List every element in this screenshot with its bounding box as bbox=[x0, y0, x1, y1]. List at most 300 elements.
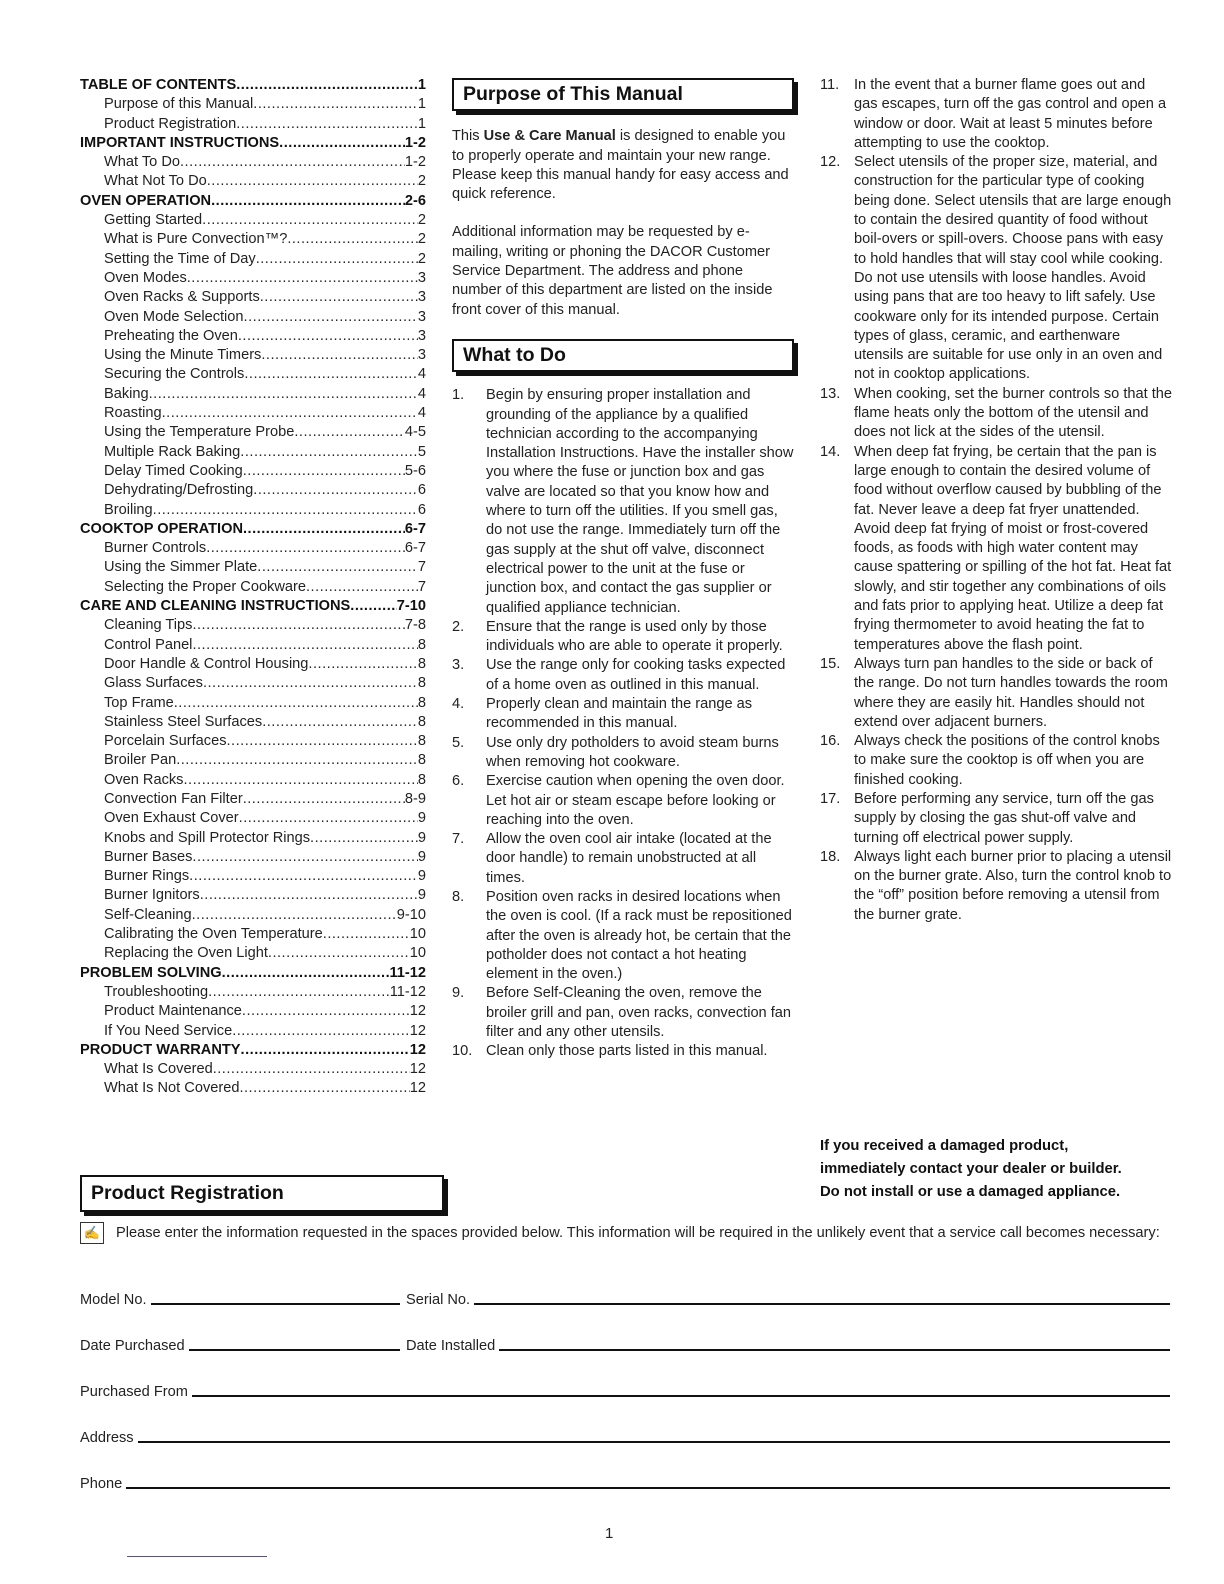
item-number: 18. bbox=[820, 848, 841, 865]
address-field[interactable] bbox=[80, 1430, 1170, 1446]
item-number: 16. bbox=[820, 733, 841, 750]
field-label: Purchased From bbox=[80, 1384, 188, 1400]
toc-title: What Is Covered bbox=[104, 1061, 213, 1078]
toc-entry[interactable] bbox=[80, 501, 426, 520]
toc-entry[interactable] bbox=[80, 1022, 426, 1041]
list-item bbox=[820, 385, 1172, 443]
toc-title: Delay Timed Cooking bbox=[104, 462, 243, 479]
toc-page: 1-2 bbox=[404, 134, 426, 151]
toc-leader bbox=[310, 829, 418, 848]
list-item bbox=[452, 984, 794, 1042]
toc-title: Product Registration bbox=[104, 115, 237, 132]
item-number: 3. bbox=[452, 657, 465, 674]
toc-leader bbox=[244, 365, 418, 384]
date-purchased-line[interactable] bbox=[189, 1349, 400, 1351]
toc-title: IMPORTANT INSTRUCTIONS bbox=[80, 134, 280, 151]
toc-leader bbox=[207, 172, 418, 191]
toc-entry[interactable] bbox=[80, 558, 426, 577]
what-to-do-heading: What to Do bbox=[452, 339, 794, 372]
toc-page: 9 bbox=[417, 829, 426, 846]
toc-title: Control Panel bbox=[104, 636, 193, 653]
toc-title: TABLE OF CONTENTS bbox=[80, 77, 237, 93]
toc-entry[interactable] bbox=[80, 385, 426, 404]
toc-title: Oven Racks bbox=[104, 771, 184, 788]
product-registration-heading: Product Registration bbox=[80, 1175, 444, 1212]
page-number: 1 bbox=[605, 1525, 614, 1542]
toc-title: OVEN OPERATION bbox=[80, 192, 212, 209]
item-text: Before Self-Cleaning the oven, remove the broiler grill and pan, oven racks, convection fan filter and any other utensils. bbox=[486, 985, 792, 1041]
toc-title: Broiling bbox=[104, 501, 153, 518]
list-item bbox=[452, 734, 794, 773]
toc-page: 5 bbox=[417, 443, 426, 460]
toc-title: Securing the Controls bbox=[104, 366, 245, 383]
toc-title: Convection Fan Filter bbox=[104, 790, 243, 807]
toc-entry[interactable] bbox=[80, 443, 426, 462]
list-item bbox=[452, 888, 794, 984]
toc-entry[interactable] bbox=[80, 404, 426, 423]
toc-page: 3 bbox=[417, 308, 426, 325]
toc-page: 9 bbox=[417, 887, 426, 904]
toc-title: What To Do bbox=[104, 154, 180, 171]
field-label: Address bbox=[80, 1430, 134, 1446]
toc-entry[interactable] bbox=[80, 211, 426, 230]
list-item bbox=[820, 848, 1172, 925]
item-text: Always check the positions of the control knobs to make sure the cooktop is off when you are finished cooking. bbox=[854, 733, 1160, 788]
toc-leader bbox=[287, 230, 418, 249]
toc-title: Getting Started bbox=[104, 212, 203, 229]
toc-leader bbox=[192, 636, 417, 655]
toc-entry[interactable] bbox=[80, 308, 426, 327]
toc-leader bbox=[213, 1060, 410, 1079]
toc-entry[interactable] bbox=[80, 462, 426, 481]
toc-page: 10 bbox=[409, 926, 426, 943]
item-number: 8. bbox=[452, 888, 465, 905]
toc-leader bbox=[239, 1079, 409, 1098]
toc-entry[interactable] bbox=[80, 327, 426, 346]
item-text: Allow the oven cool air intake (located at the door handle) to remain unobstructed at all times. bbox=[486, 831, 772, 886]
serial-number-field[interactable] bbox=[406, 1292, 1170, 1308]
pen-writing-icon: ✍ bbox=[80, 1222, 104, 1244]
toc-section[interactable] bbox=[80, 192, 426, 211]
toc-page: 8 bbox=[417, 771, 426, 788]
item-text: Begin by ensuring proper installation and grounding of the appliance by a qualified technician according to the accompanying Installation Instructions. Have the installer show you where the fuse or junction box and gas valve are located so that you know how and where to turn off the utilities. If you smell gas, do not use the range. Immediately turn off the gas supply at the shut off valve, disconnect electrical power to the unit at the fuse or junction box, and contact the gas supplier or qualified appliance technician. bbox=[486, 387, 794, 616]
toc-leader bbox=[243, 520, 405, 539]
toc-page: 4 bbox=[417, 366, 426, 383]
list-item bbox=[820, 153, 1172, 385]
toc-leader bbox=[183, 771, 417, 790]
list-item bbox=[820, 443, 1172, 655]
toc-leader bbox=[350, 597, 397, 616]
toc-title: Burner Rings bbox=[104, 868, 190, 885]
item-number: 5. bbox=[452, 734, 465, 751]
toc-title: Using the Simmer Plate bbox=[104, 559, 258, 576]
address-line[interactable] bbox=[138, 1441, 1170, 1443]
toc-leader bbox=[202, 211, 418, 230]
toc-title: Burner Controls bbox=[104, 540, 207, 557]
toc-title: Baking bbox=[104, 385, 149, 402]
toc-entry[interactable] bbox=[80, 172, 426, 191]
toc-leader bbox=[192, 616, 404, 635]
toc-page: 2 bbox=[417, 212, 426, 229]
toc-entry[interactable] bbox=[80, 848, 426, 867]
toc-page: 6 bbox=[417, 482, 426, 499]
list-item bbox=[820, 790, 1172, 848]
toc-title: Top Frame bbox=[104, 694, 174, 711]
warning-line: Do not install or use a damaged appliance. bbox=[820, 1184, 1121, 1200]
toc-title: Calibrating the Oven Temperature bbox=[104, 926, 323, 943]
toc-page: 7 bbox=[417, 578, 426, 595]
toc-title: PRODUCT WARRANTY bbox=[80, 1041, 241, 1058]
toc-page: 8 bbox=[417, 694, 426, 711]
toc-leader bbox=[294, 423, 405, 442]
item-number: 4. bbox=[452, 696, 465, 713]
toc-section[interactable] bbox=[80, 134, 426, 153]
toc-page: 8 bbox=[417, 675, 426, 692]
field-label: Date Installed bbox=[406, 1338, 496, 1354]
toc-entry[interactable] bbox=[80, 983, 426, 1002]
toc-leader bbox=[268, 944, 410, 963]
toc-leader bbox=[256, 250, 418, 269]
toc-entry[interactable] bbox=[80, 771, 426, 790]
field-label: Model No. bbox=[80, 1292, 147, 1308]
middle-column bbox=[452, 78, 794, 1062]
toc-title: What Not To Do bbox=[104, 173, 207, 190]
toc-leader bbox=[243, 462, 405, 481]
manual-name: Use & Care Manual bbox=[483, 128, 616, 145]
toc-title: Glass Surfaces bbox=[104, 675, 203, 692]
toc-page: 2 bbox=[417, 231, 426, 248]
toc-title: What Is Not Covered bbox=[104, 1080, 240, 1097]
toc-leader bbox=[236, 76, 418, 95]
what-to-do-list bbox=[452, 386, 794, 1061]
warning-line: If you received a damaged product, bbox=[820, 1138, 1069, 1154]
list-item bbox=[820, 76, 1172, 153]
toc-title: COOKTOP OPERATION bbox=[80, 520, 243, 537]
toc-leader bbox=[162, 404, 418, 423]
toc-title: If You Need Service bbox=[104, 1022, 233, 1039]
toc-page: 1-2 bbox=[404, 154, 426, 171]
item-number: 13. bbox=[820, 385, 841, 402]
toc-entry[interactable] bbox=[80, 906, 426, 925]
toc-entry[interactable] bbox=[80, 694, 426, 713]
warning-line: immediately contact your dealer or builder. bbox=[820, 1161, 1122, 1177]
item-number: 1. bbox=[452, 387, 465, 404]
toc-page: 3 bbox=[417, 327, 426, 344]
toc-title: Broiler Pan bbox=[104, 752, 177, 769]
item-text: Use only dry potholders to avoid steam burns when removing hot cookware. bbox=[486, 734, 779, 770]
toc-entry[interactable] bbox=[80, 423, 426, 442]
toc-page: 3 bbox=[417, 289, 426, 306]
intro-text: Please enter the information requested in the spaces provided below. This information will be required in the unlikely event that a service call becomes necessary: bbox=[116, 1225, 1160, 1241]
toc-section[interactable] bbox=[80, 597, 426, 616]
toc-title: Roasting bbox=[104, 405, 162, 422]
toc-leader bbox=[243, 790, 405, 809]
item-text: When deep fat frying, be certain that the pan is large enough to contain the desired volume of food without overflow caused by bubbling of the fat. Never leave a deep fat fryer unattended. Avoid deep fat frying of moist or frost-covered foods, as foods with high water content may cause spattering or spilling of the hot fat. Heat fat slowly, and stir together any combinations of oils and fats prior to applying heat. Utilize a deep fat frying thermometer to avoid heating the fat to temperatures above the flash point. bbox=[854, 443, 1172, 653]
toc-entry[interactable] bbox=[80, 616, 426, 635]
toc-page: 8 bbox=[417, 752, 426, 769]
registration-intro bbox=[80, 1222, 1160, 1244]
toc-page: 6-7 bbox=[404, 520, 426, 537]
toc-page: 9 bbox=[417, 810, 426, 827]
toc-page: 9-10 bbox=[396, 906, 426, 923]
item-text: Clean only those parts listed in this manual. bbox=[486, 1043, 768, 1060]
model-number-line[interactable] bbox=[151, 1303, 400, 1305]
toc-entry[interactable] bbox=[80, 1002, 426, 1021]
toc-title: Troubleshooting bbox=[104, 983, 209, 1000]
toc-title: Oven Mode Selection bbox=[104, 308, 244, 325]
toc-leader bbox=[222, 964, 390, 983]
list-item bbox=[452, 618, 794, 657]
list-item bbox=[452, 1042, 794, 1061]
item-number: 10. bbox=[452, 1043, 473, 1060]
item-number: 15. bbox=[820, 655, 841, 672]
toc-leader bbox=[239, 809, 418, 828]
toc-section[interactable] bbox=[80, 1041, 426, 1060]
toc-leader bbox=[253, 481, 418, 500]
toc-page: 8 bbox=[417, 636, 426, 653]
toc-page: 2-6 bbox=[404, 192, 426, 209]
toc-title: What is Pure Convection™? bbox=[104, 231, 288, 248]
toc-entry[interactable] bbox=[80, 115, 426, 134]
toc-entry[interactable] bbox=[80, 1079, 426, 1098]
phone-line[interactable] bbox=[126, 1487, 1170, 1489]
toc-leader bbox=[323, 925, 410, 944]
toc-title: Self-Cleaning bbox=[104, 906, 192, 923]
toc-entry[interactable] bbox=[80, 751, 426, 770]
toc-leader bbox=[149, 385, 418, 404]
toc-leader bbox=[240, 443, 418, 462]
toc-leader bbox=[253, 95, 418, 114]
toc-leader bbox=[211, 192, 405, 211]
toc-entry[interactable] bbox=[80, 269, 426, 288]
toc-title: Using the Minute Timers bbox=[104, 347, 262, 364]
item-number: 12. bbox=[820, 154, 841, 171]
toc-title: Burner Bases bbox=[104, 848, 193, 865]
toc-entry[interactable] bbox=[80, 481, 426, 500]
item-number: 7. bbox=[452, 831, 465, 848]
toc-leader bbox=[244, 308, 418, 327]
toc-leader bbox=[261, 346, 418, 365]
toc-leader bbox=[306, 578, 418, 597]
toc-page: 1 bbox=[417, 115, 426, 132]
toc-page: 12 bbox=[409, 1003, 426, 1020]
toc-leader bbox=[262, 713, 418, 732]
item-text: Always turn pan handles to the side or back of the range. Do not turn handles towards the room where they are easily hit. Handles should not extend over adjacent burners. bbox=[854, 655, 1168, 730]
toc-page: 6-7 bbox=[404, 540, 426, 557]
toc-leader bbox=[241, 1041, 410, 1060]
toc-page: 1 bbox=[417, 77, 426, 93]
toc-title: Oven Racks & Supports bbox=[104, 289, 260, 306]
toc-leader bbox=[236, 115, 418, 134]
toc-entry[interactable] bbox=[80, 288, 426, 307]
toc-page: 1 bbox=[417, 96, 426, 113]
item-number: 11. bbox=[820, 77, 840, 93]
date-installed-line[interactable] bbox=[499, 1349, 1170, 1351]
toc-entry[interactable] bbox=[80, 809, 426, 828]
additional-info-paragraph: Additional information may be requested by e-mailing, writing or phoning the DACOR Customer Service Department. The address and phone number of this department are listed on the inside front cover of this manual. bbox=[452, 224, 773, 318]
toc-entry[interactable] bbox=[80, 230, 426, 249]
date-purchased-field[interactable] bbox=[80, 1338, 400, 1354]
toc-title: Selecting the Proper Cookware bbox=[104, 578, 306, 595]
toc-leader bbox=[176, 751, 418, 770]
list-item bbox=[820, 732, 1172, 790]
list-item bbox=[452, 656, 794, 695]
toc-page: 3 bbox=[417, 269, 426, 286]
purpose-heading: Purpose of This Manual bbox=[452, 78, 794, 111]
toc-title: Using the Temperature Probe bbox=[104, 424, 295, 441]
toc-title: Multiple Rack Baking bbox=[104, 443, 241, 460]
toc-page: 9 bbox=[417, 868, 426, 885]
list-item bbox=[820, 655, 1172, 732]
toc-entry[interactable] bbox=[80, 346, 426, 365]
toc-title: CARE AND CLEANING INSTRUCTIONS bbox=[80, 598, 351, 615]
toc-page: 11-12 bbox=[389, 964, 426, 981]
toc-leader bbox=[257, 558, 418, 577]
toc-title: Oven Modes bbox=[104, 269, 187, 286]
item-text: Exercise caution when opening the oven door. Let hot air or steam escape before looking or reaching into the oven. bbox=[486, 773, 785, 828]
what-to-do-list-continued bbox=[820, 76, 1172, 925]
toc-leader bbox=[153, 501, 418, 520]
list-item bbox=[452, 772, 794, 830]
toc-title: Cleaning Tips bbox=[104, 617, 193, 634]
item-text: Before performing any service, turn off the gas supply by closing the gas shut-off valve and turning off electrical power supply. bbox=[854, 790, 1154, 846]
field-label: Phone bbox=[80, 1476, 123, 1492]
toc-leader bbox=[238, 327, 418, 346]
list-item bbox=[452, 830, 794, 888]
phone-field[interactable] bbox=[80, 1476, 1170, 1492]
toc-page: 4-5 bbox=[404, 424, 426, 441]
toc-page: 12 bbox=[409, 1080, 426, 1097]
item-text: Properly clean and maintain the range as recommended in this manual. bbox=[486, 696, 753, 732]
toc-entry[interactable] bbox=[80, 655, 426, 674]
toc-entry[interactable] bbox=[80, 636, 426, 655]
item-number: 14. bbox=[820, 443, 841, 460]
item-text: Ensure that the range is used only by those individuals who are able to operate it properly. bbox=[486, 618, 783, 655]
purchased-from-line[interactable] bbox=[192, 1395, 1170, 1397]
purpose-paragraph bbox=[452, 127, 794, 204]
toc-page: 7-8 bbox=[404, 617, 426, 634]
item-text: Always light each burner prior to placing a utensil on the burner grate. Also, turn the control knob to the “off” position before removing a utensil from the burner grate. bbox=[854, 848, 1172, 923]
item-number: 6. bbox=[452, 773, 465, 790]
toc-entry[interactable] bbox=[80, 886, 426, 905]
damaged-product-warning bbox=[820, 1135, 1122, 1204]
toc-entry[interactable] bbox=[80, 674, 426, 693]
toc-leader bbox=[192, 906, 397, 925]
field-label: Date Purchased bbox=[80, 1338, 185, 1354]
toc-entry[interactable] bbox=[80, 539, 426, 558]
toc-leader bbox=[206, 539, 405, 558]
toc-page: 12 bbox=[409, 1022, 426, 1039]
toc-page: 4 bbox=[417, 385, 426, 402]
toc-title: Stainless Steel Surfaces bbox=[104, 713, 263, 730]
item-number: 9. bbox=[452, 985, 465, 1002]
toc-title: Replacing the Oven Light bbox=[104, 945, 268, 962]
purchased-from-field[interactable] bbox=[80, 1384, 1170, 1400]
toc-entry[interactable] bbox=[80, 578, 426, 597]
toc-leader bbox=[308, 655, 417, 674]
toc-title: Purpose of this Manual bbox=[104, 96, 254, 113]
list-item bbox=[452, 695, 794, 734]
toc-page: 6 bbox=[417, 501, 426, 518]
right-column bbox=[820, 76, 1172, 925]
toc-title: Setting the Time of Day bbox=[104, 250, 256, 267]
toc-leader bbox=[232, 1022, 410, 1041]
toc-page: 12 bbox=[409, 1041, 426, 1058]
toc-entry[interactable] bbox=[80, 95, 426, 114]
toc-leader bbox=[187, 269, 418, 288]
toc-page: 11-12 bbox=[389, 983, 426, 1000]
toc-page: 8 bbox=[417, 713, 426, 730]
toc-section[interactable] bbox=[80, 520, 426, 539]
toc-entry[interactable] bbox=[80, 153, 426, 172]
toc-page: 4 bbox=[417, 405, 426, 422]
toc-section[interactable] bbox=[80, 76, 426, 95]
toc-page: 7-10 bbox=[396, 598, 426, 615]
toc-leader bbox=[279, 134, 405, 153]
toc-entry[interactable] bbox=[80, 790, 426, 809]
serial-number-line[interactable] bbox=[474, 1303, 1170, 1305]
toc-entry[interactable] bbox=[80, 713, 426, 732]
toc-leader bbox=[242, 1002, 410, 1021]
toc-page: 8 bbox=[417, 733, 426, 750]
toc-title: Burner Ignitors bbox=[104, 887, 200, 904]
toc-page: 8-9 bbox=[404, 790, 426, 807]
toc-leader bbox=[200, 886, 418, 905]
toc-leader bbox=[174, 694, 418, 713]
item-number: 17. bbox=[820, 790, 841, 807]
toc-section[interactable] bbox=[80, 964, 426, 983]
toc-entry[interactable] bbox=[80, 365, 426, 384]
toc-entry[interactable] bbox=[80, 944, 426, 963]
toc-page: 10 bbox=[409, 945, 426, 962]
toc-leader bbox=[180, 153, 405, 172]
field-label: Serial No. bbox=[406, 1292, 471, 1308]
toc-page: 3 bbox=[417, 347, 426, 364]
toc-entry[interactable] bbox=[80, 732, 426, 751]
toc-page: 2 bbox=[417, 173, 426, 190]
date-installed-field[interactable] bbox=[406, 1338, 1170, 1354]
toc-leader bbox=[208, 983, 390, 1002]
toc-title: Knobs and Spill Protector Rings bbox=[104, 829, 311, 846]
toc-title: Product Maintenance bbox=[104, 1003, 242, 1020]
text: This bbox=[452, 128, 484, 145]
toc-title: Oven Exhaust Cover bbox=[104, 810, 239, 827]
footer-rule bbox=[127, 1556, 267, 1557]
toc-title: PROBLEM SOLVING bbox=[80, 964, 222, 981]
toc-page: 5-6 bbox=[404, 462, 426, 479]
toc-entry[interactable] bbox=[80, 867, 426, 886]
toc-title: Door Handle & Control Housing bbox=[104, 655, 309, 672]
model-number-field[interactable] bbox=[80, 1292, 400, 1308]
toc-entry[interactable] bbox=[80, 925, 426, 944]
item-text: When cooking, set the burner controls so that the flame heats only the bottom of the utensil and does not lick at the sides of the utensil. bbox=[854, 385, 1172, 441]
toc-title: Preheating the Oven bbox=[104, 327, 238, 344]
toc-leader bbox=[260, 288, 418, 307]
toc-page: 2 bbox=[417, 250, 426, 267]
toc-entry[interactable] bbox=[80, 829, 426, 848]
toc-entry[interactable] bbox=[80, 1060, 426, 1079]
item-text: Select utensils of the proper size, material, and construction for the particular type of cooking being done. Select utensils that are large enough to contain the desired quantity of food without boil-overs or spill-overs. Choose pans with easy to hold handles that will stay cool while cooking. Do not use utensils with loose handles. Avoid using pans that are too heavy to lift safely. Use cookware only for its intended purpose. Certain types of glass, ceramic, and earthenware utensils are suitable for use only in an oven and not in cooktop applications. bbox=[854, 154, 1172, 383]
item-text: Position oven racks in desired locations when the oven is cool. (If a rack must be repositioned after the oven is already hot, be certain that the potholder does not contact a hot heating element in the oven.) bbox=[486, 888, 792, 983]
toc-entry[interactable] bbox=[80, 250, 426, 269]
list-item bbox=[452, 386, 794, 618]
toc-leader bbox=[203, 674, 418, 693]
item-number: 2. bbox=[452, 618, 465, 635]
table-of-contents bbox=[80, 76, 426, 1099]
toc-title: Dehydrating/Defrosting bbox=[104, 482, 254, 499]
toc-page: 9 bbox=[417, 848, 426, 865]
toc-leader bbox=[227, 732, 418, 751]
